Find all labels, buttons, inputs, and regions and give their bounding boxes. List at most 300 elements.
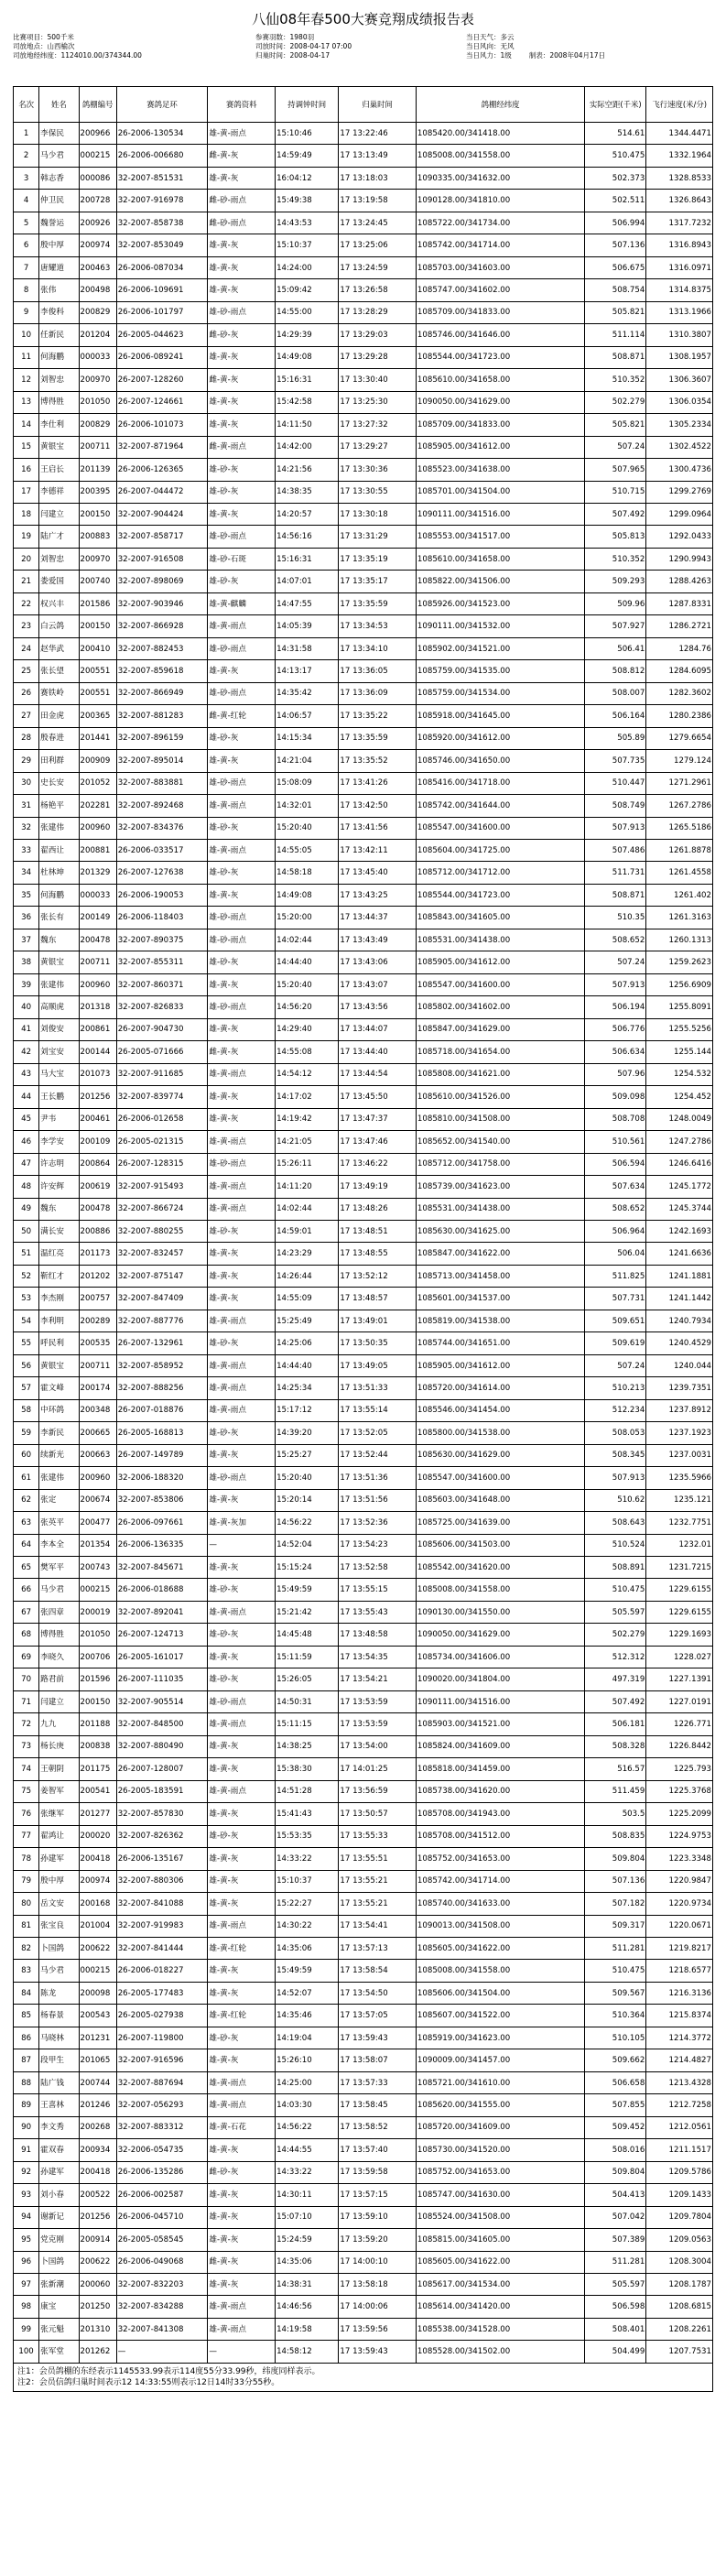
cell-speed: 1212.7258 (646, 2094, 713, 2116)
cell-clock-time: 14:31:58 (276, 637, 339, 659)
info-label: 归巢时间 (255, 51, 283, 60)
cell-name: 任新民 (39, 324, 79, 346)
cell-coordinates: 1085712.00/341712.00 (416, 862, 584, 884)
cell-ring: 32-2007-896159 (116, 727, 208, 749)
table-row (14, 2184, 713, 2206)
cell-distance: 509.662 (585, 2049, 646, 2071)
cell-pigeon-info: 雄-黄-雨点 (208, 1354, 276, 1376)
cell-coordinates: 1085918.00/341645.00 (416, 705, 584, 727)
cell-speed: 1308.1957 (646, 346, 713, 368)
cell-pigeon-info: 雄-砂-灰 (208, 571, 276, 592)
cell-pigeon-info: 雄-黄-灰 (208, 346, 276, 368)
header-arrival-time: 归巢时间 (339, 87, 417, 123)
cell-coordinates: 1085531.00/341438.00 (416, 929, 584, 951)
cell-clock-time: 15:49:38 (276, 190, 339, 212)
table-row (14, 1982, 713, 2004)
cell-arrival-time: 17 13:44:54 (339, 1063, 417, 1085)
cell-arrival-time: 17 13:48:58 (339, 1624, 417, 1646)
cell-arrival-time: 17 13:57:33 (339, 2071, 417, 2093)
cell-arrival-time: 17 13:25:30 (339, 391, 417, 413)
cell-clock-time: 14:26:44 (276, 1265, 339, 1287)
cell-distance: 506.658 (585, 2071, 646, 2093)
cell-name: 娄爱国 (39, 571, 79, 592)
cell-rank: 94 (14, 2206, 39, 2228)
info-label: 司放时间 (255, 42, 283, 50)
cell-ring: 32-2007-848500 (116, 1713, 208, 1735)
cell-ring: 32-2007-880490 (116, 1735, 208, 1757)
cell-ring: 32-2007-832457 (116, 1243, 208, 1265)
cell-rank: 57 (14, 1377, 39, 1399)
cell-name: 陈龙 (39, 1982, 79, 2004)
results-table (13, 86, 713, 2364)
cell-pigeon-info: 雄-砂-雨点 (208, 1690, 276, 1712)
cell-clock-time: 15:11:59 (276, 1646, 339, 1668)
cell-pigeon-info: 雄-砂-雨点 (208, 301, 276, 323)
cell-name: 仲卫民 (39, 190, 79, 212)
cell-arrival-time: 17 13:50:35 (339, 1332, 417, 1354)
cell-name: 霍文峰 (39, 1377, 79, 1399)
table-row (14, 548, 713, 570)
cell-coordinates: 1085617.00/341534.00 (416, 2274, 584, 2296)
cell-name: 张建伟 (39, 1467, 79, 1489)
cell-distance: 505.597 (585, 2274, 646, 2296)
table-row (14, 1960, 713, 1982)
cell-name: 尹韦 (39, 1108, 79, 1130)
cell-rank: 18 (14, 503, 39, 525)
cell-ring: 32-2007-905514 (116, 1690, 208, 1712)
cell-pigeon-info: 雄-黄-麒麟 (208, 592, 276, 614)
cell-coordinates: 1085752.00/341653.00 (416, 1848, 584, 1870)
cell-pigeon-info: 雄-砂-灰 (208, 459, 276, 481)
cell-pigeon-info: 雄-砂-雨点 (208, 526, 276, 548)
cell-name: 闫建立 (39, 503, 79, 525)
cell-speed: 1241.1881 (646, 1265, 713, 1287)
cell-loft-id: 200883 (79, 526, 116, 548)
cell-speed: 1314.8375 (646, 279, 713, 301)
cell-speed: 1290.9943 (646, 548, 713, 570)
cell-clock-time: 14:21:56 (276, 459, 339, 481)
cell-coordinates: 1085808.00/341621.00 (416, 1063, 584, 1085)
cell-coordinates: 1085416.00/341718.00 (416, 772, 584, 794)
table-row (14, 1354, 713, 1376)
header-ring: 赛鸽足环 (116, 87, 208, 123)
cell-arrival-time: 17 13:55:51 (339, 1848, 417, 1870)
cell-speed: 1209.1433 (646, 2184, 713, 2206)
cell-arrival-time: 17 13:56:59 (339, 1780, 417, 1802)
cell-speed: 1302.4522 (646, 436, 713, 458)
cell-ring: 26-2007-018876 (116, 1399, 208, 1421)
cell-name: 魏誉运 (39, 212, 79, 234)
cell-name: 李学安 (39, 1131, 79, 1153)
cell-rank: 46 (14, 1131, 39, 1153)
cell-speed: 1279.6654 (646, 727, 713, 749)
cell-rank: 55 (14, 1332, 39, 1354)
cell-loft-id: 200861 (79, 1018, 116, 1040)
cell-clock-time: 14:35:42 (276, 682, 339, 704)
cell-clock-time: 15:16:31 (276, 369, 339, 391)
cell-loft-id: 201052 (79, 772, 116, 794)
cell-pigeon-info: 雄-黄-雨点 (208, 1198, 276, 1220)
cell-clock-time: 14:35:06 (276, 1937, 339, 1959)
cell-ring: 32-2007-898069 (116, 571, 208, 592)
table-row (14, 750, 713, 772)
cell-distance: 510.447 (585, 772, 646, 794)
table-row (14, 996, 713, 1018)
cell-name: 韩志香 (39, 167, 79, 189)
cell-clock-time: 14:44:40 (276, 951, 339, 973)
table-row (14, 817, 713, 839)
cell-distance: 506.04 (585, 1243, 646, 1265)
cell-rank: 13 (14, 391, 39, 413)
table-row (14, 1108, 713, 1130)
cell-distance: 509.651 (585, 1310, 646, 1331)
table-row (14, 2094, 713, 2116)
cell-distance: 504.499 (585, 2341, 646, 2363)
cell-clock-time: 14:47:55 (276, 592, 339, 614)
cell-arrival-time: 17 13:48:55 (339, 1243, 417, 1265)
cell-clock-time: 14:44:40 (276, 1354, 339, 1376)
cell-loft-id: 200109 (79, 1131, 116, 1153)
cell-loft-id: 200829 (79, 301, 116, 323)
cell-distance: 509.317 (585, 1915, 646, 1937)
cell-clock-time: 15:22:27 (276, 1893, 339, 1915)
cell-ring: 26-2005-058545 (116, 2229, 208, 2251)
cell-coordinates: 1085553.00/341517.00 (416, 526, 584, 548)
cell-name: 闫建立 (39, 1690, 79, 1712)
cell-ring: 26-2007-904730 (116, 1018, 208, 1040)
cell-coordinates: 1085746.00/341646.00 (416, 324, 584, 346)
cell-pigeon-info: 雄-黄-灰 (208, 1758, 276, 1780)
cell-arrival-time: 17 13:30:36 (339, 459, 417, 481)
cell-distance: 510.561 (585, 1131, 646, 1153)
table-row (14, 1713, 713, 1735)
cell-clock-time: 14:42:00 (276, 436, 339, 458)
cell-clock-time: 14:33:22 (276, 2161, 339, 2183)
cell-rank: 15 (14, 436, 39, 458)
cell-ring: 26-2005-044623 (116, 324, 208, 346)
cell-arrival-time: 17 13:57:40 (339, 2139, 417, 2161)
cell-pigeon-info: 雌-黄-雨点 (208, 436, 276, 458)
cell-name: 魏东 (39, 1198, 79, 1220)
info-label: 司放地经纬度 (13, 51, 54, 60)
cell-rank: 76 (14, 1803, 39, 1825)
cell-arrival-time: 17 13:46:22 (339, 1153, 417, 1175)
cell-pigeon-info: 雄-黄-雨点 (208, 2318, 276, 2340)
cell-loft-id: 200960 (79, 817, 116, 839)
cell-pigeon-info: 雄-砂-灰 (208, 1668, 276, 1690)
cell-ring: 32-2007-892041 (116, 1601, 208, 1623)
cell-coordinates: 1085701.00/341504.00 (416, 481, 584, 503)
cell-ring: 32-2007-892468 (116, 795, 208, 817)
cell-clock-time: 15:10:46 (276, 123, 339, 145)
cell-name: 张建伟 (39, 973, 79, 995)
cell-distance: 509.567 (585, 1982, 646, 2004)
cell-rank: 80 (14, 1893, 39, 1915)
cell-rank: 39 (14, 973, 39, 995)
cell-arrival-time: 17 13:54:50 (339, 1982, 417, 2004)
cell-pigeon-info: 雄-黄-灰 (208, 1018, 276, 1040)
cell-distance: 509.804 (585, 1848, 646, 1870)
info-value: 1级 (500, 51, 512, 60)
cell-coordinates: 1085740.00/341633.00 (416, 1893, 584, 1915)
cell-clock-time: 15:10:37 (276, 234, 339, 256)
cell-distance: 508.891 (585, 1557, 646, 1579)
cell-pigeon-info: 雄-砂-灰 (208, 862, 276, 884)
cell-rank: 52 (14, 1265, 39, 1287)
cell-pigeon-info: 雄-黄-雨点 (208, 1063, 276, 1085)
cell-ring: 32-2007-841088 (116, 1893, 208, 1915)
cell-ring: 32-2007-834288 (116, 2296, 208, 2318)
cell-speed: 1316.8943 (646, 234, 713, 256)
cell-distance: 508.749 (585, 795, 646, 817)
cell-ring: 32-2007-880306 (116, 1870, 208, 1892)
cell-pigeon-info: 雄-黄-灰 (208, 1735, 276, 1757)
table-row (14, 2071, 713, 2093)
table-row (14, 1893, 713, 1915)
table-row (14, 481, 713, 503)
cell-loft-id: 000215 (79, 1960, 116, 1982)
cell-clock-time: 15:20:40 (276, 1467, 339, 1489)
cell-distance: 508.401 (585, 2318, 646, 2340)
cell-distance: 507.136 (585, 1870, 646, 1892)
cell-clock-time: 14:56:16 (276, 526, 339, 548)
cell-name: 杨艳平 (39, 795, 79, 817)
cell-name: 陆广钱 (39, 2071, 79, 2093)
cell-loft-id: 200909 (79, 750, 116, 772)
cell-coordinates: 1085818.00/341459.00 (416, 1758, 584, 1780)
info-label: 当日风力 (466, 51, 493, 60)
cell-name: 翟西让 (39, 840, 79, 862)
cell-name: 孙建军 (39, 1848, 79, 1870)
cell-distance: 512.234 (585, 1399, 646, 1421)
cell-distance: 508.652 (585, 929, 646, 951)
cell-loft-id: 200966 (79, 123, 116, 145)
cell-speed: 1261.402 (646, 884, 713, 906)
cell-clock-time: 14:38:35 (276, 481, 339, 503)
cell-arrival-time: 17 13:47:37 (339, 1108, 417, 1130)
cell-distance: 508.871 (585, 884, 646, 906)
table-row (14, 1422, 713, 1444)
cell-name: 张长有 (39, 907, 79, 929)
cell-speed: 1208.1787 (646, 2274, 713, 2296)
cell-clock-time: 15:20:40 (276, 817, 339, 839)
cell-speed: 1280.2386 (646, 705, 713, 727)
cell-clock-time: 14:24:00 (276, 256, 339, 278)
cell-pigeon-info: 雄-黄-灰 (208, 2274, 276, 2296)
cell-speed: 1229.6155 (646, 1579, 713, 1601)
footnote-2: 注2：会员信鸽归巢时间表示12 14:33:55则表示12日14时33分55秒。 (17, 2377, 280, 2387)
cell-name: 满长安 (39, 1220, 79, 1242)
table-row (14, 1332, 713, 1354)
cell-clock-time: 14:13:17 (276, 660, 339, 682)
cell-pigeon-info: 雄-砂-灰 (208, 727, 276, 749)
cell-name: 张英平 (39, 1512, 79, 1534)
cell-speed: 1235.5966 (646, 1467, 713, 1489)
cell-loft-id: 200541 (79, 1780, 116, 1802)
cell-rank: 95 (14, 2229, 39, 2251)
table-row (14, 526, 713, 548)
cell-ring: 32-2007-832203 (116, 2274, 208, 2296)
cell-distance: 505.597 (585, 1601, 646, 1623)
cell-rank: 35 (14, 884, 39, 906)
cell-distance: 506.994 (585, 212, 646, 234)
cell-pigeon-info: 雄-黄-灰 (208, 1489, 276, 1511)
cell-arrival-time: 17 13:54:21 (339, 1668, 417, 1690)
cell-arrival-time: 17 13:58:07 (339, 2049, 417, 2071)
cell-name: 张继军 (39, 1803, 79, 1825)
cell-name: 赵华武 (39, 637, 79, 659)
cell-coordinates: 1085720.00/341614.00 (416, 1377, 584, 1399)
cell-distance: 511.825 (585, 1265, 646, 1287)
cell-pigeon-info: 雄-砂-雨点 (208, 1153, 276, 1175)
cell-clock-time: 14:50:31 (276, 1690, 339, 1712)
cell-speed: 1279.124 (646, 750, 713, 772)
table-row (14, 2005, 713, 2027)
cell-loft-id: 200711 (79, 951, 116, 973)
cell-rank: 81 (14, 1915, 39, 1937)
cell-ring: 32-2007-881283 (116, 705, 208, 727)
cell-clock-time: 14:32:01 (276, 795, 339, 817)
cell-name: 李新民 (39, 1422, 79, 1444)
cell-ring: 32-2007-915493 (116, 1176, 208, 1198)
table-row (14, 1646, 713, 1668)
cell-loft-id: 200974 (79, 1870, 116, 1892)
cell-ring: 26-2006-002587 (116, 2184, 208, 2206)
cell-clock-time: 14:51:28 (276, 1780, 339, 1802)
cell-coordinates: 1085926.00/341523.00 (416, 592, 584, 614)
cell-ring: 26-2006-087034 (116, 256, 208, 278)
cell-distance: 512.312 (585, 1646, 646, 1668)
cell-name: 王长鹏 (39, 1086, 79, 1108)
cell-loft-id: 201004 (79, 1915, 116, 1937)
cell-clock-time: 14:56:20 (276, 996, 339, 1018)
cell-arrival-time: 17 13:57:05 (339, 2005, 417, 2027)
cell-coordinates: 1090130.00/341550.00 (416, 1601, 584, 1623)
cell-ring: 32-2007-919983 (116, 1915, 208, 1937)
cell-name: 黄银宝 (39, 436, 79, 458)
cell-coordinates: 1090128.00/341810.00 (416, 190, 584, 212)
cell-clock-time: 14:11:50 (276, 414, 339, 436)
info-value: 1124010.00/374344.00 (60, 51, 142, 60)
cell-coordinates: 1085008.00/341558.00 (416, 145, 584, 167)
info-label: 比赛项目 (13, 33, 40, 41)
cell-speed: 1247.2786 (646, 1131, 713, 1153)
cell-speed: 1215.8374 (646, 2005, 713, 2027)
cell-distance: 507.492 (585, 1690, 646, 1712)
cell-speed: 1299.0964 (646, 503, 713, 525)
table-row (14, 324, 713, 346)
cell-name: 白云鸽 (39, 615, 79, 637)
cell-clock-time: 14:49:08 (276, 884, 339, 906)
cell-distance: 508.053 (585, 1422, 646, 1444)
cell-distance: 510.352 (585, 369, 646, 391)
table-row (14, 951, 713, 973)
cell-pigeon-info: 雄-黄-灰 (208, 503, 276, 525)
cell-rank: 47 (14, 1153, 39, 1175)
cell-ring: 32-2007-847409 (116, 1288, 208, 1310)
cell-rank: 51 (14, 1243, 39, 1265)
cell-rank: 67 (14, 1601, 39, 1623)
cell-arrival-time: 17 13:58:18 (339, 2274, 417, 2296)
cell-coordinates: 1085524.00/341508.00 (416, 2206, 584, 2228)
cell-pigeon-info: 雄-黄-灰 (208, 1444, 276, 1466)
cell-speed: 1261.3163 (646, 907, 713, 929)
cell-distance: 506.776 (585, 1018, 646, 1040)
cell-distance: 509.96 (585, 592, 646, 614)
cell-pigeon-info: 雌-黄-红轮 (208, 705, 276, 727)
cell-coordinates: 1085738.00/341620.00 (416, 1780, 584, 1802)
info-column-1: 比赛项目：500千米 司放地点：山西榆次 司放地经纬度：1124010.00/374344.00 (13, 33, 142, 60)
cell-speed: 1214.4827 (646, 2049, 713, 2071)
cell-arrival-time: 17 13:35:22 (339, 705, 417, 727)
cell-loft-id: 200144 (79, 1041, 116, 1063)
cell-ring: 26-2005-071666 (116, 1041, 208, 1063)
cell-speed: 1317.7232 (646, 212, 713, 234)
cell-arrival-time: 17 13:55:43 (339, 1601, 417, 1623)
table-row (14, 660, 713, 682)
cell-clock-time: 15:24:59 (276, 2229, 339, 2251)
cell-ring: 26-2006-089241 (116, 346, 208, 368)
cell-speed: 1237.1923 (646, 1422, 713, 1444)
cell-rank: 53 (14, 1288, 39, 1310)
cell-speed: 1254.532 (646, 1063, 713, 1085)
cell-coordinates: 1085713.00/341458.00 (416, 1265, 584, 1287)
cell-pigeon-info: 雄-砂-雨点 (208, 929, 276, 951)
cell-arrival-time: 17 13:51:56 (339, 1489, 417, 1511)
header-pigeon-info: 赛鸽资料 (208, 87, 276, 123)
cell-distance: 508.754 (585, 279, 646, 301)
cell-speed: 1313.1966 (646, 301, 713, 323)
cell-name: 段甲生 (39, 2049, 79, 2071)
cell-arrival-time: 17 13:59:43 (339, 2341, 417, 2363)
cell-distance: 508.643 (585, 1512, 646, 1534)
cell-distance: 507.634 (585, 1176, 646, 1198)
cell-ring: 32-2007-916508 (116, 548, 208, 570)
cell-distance: 505.821 (585, 414, 646, 436)
cell-loft-id: 201441 (79, 727, 116, 749)
table-row (14, 1041, 713, 1063)
cell-arrival-time: 17 13:55:14 (339, 1399, 417, 1421)
header-loft-id: 鸽棚编号 (79, 87, 116, 123)
table-row (14, 1444, 713, 1466)
table-row (14, 862, 713, 884)
cell-rank: 44 (14, 1086, 39, 1108)
info-value: 500千米 (47, 33, 74, 41)
cell-name: 温红亮 (39, 1243, 79, 1265)
cell-clock-time: 14:29:40 (276, 1018, 339, 1040)
cell-distance: 510.715 (585, 481, 646, 503)
cell-distance: 506.164 (585, 705, 646, 727)
table-row (14, 212, 713, 234)
table-date: 制表：2008年04月17日 (528, 51, 606, 60)
cell-arrival-time: 17 13:41:26 (339, 772, 417, 794)
table-row (14, 1176, 713, 1198)
cell-distance: 511.459 (585, 1780, 646, 1802)
cell-distance: 507.24 (585, 951, 646, 973)
cell-rank: 82 (14, 1937, 39, 1959)
table-row (14, 1803, 713, 1825)
cell-speed: 1239.7351 (646, 1377, 713, 1399)
cell-speed: 1229.1693 (646, 1624, 713, 1646)
cell-coordinates: 1085752.00/341653.00 (416, 2161, 584, 2183)
cell-ring: 26-2007-124713 (116, 1624, 208, 1646)
cell-pigeon-info: — (208, 1534, 276, 1556)
cell-arrival-time: 17 13:49:01 (339, 1310, 417, 1331)
cell-distance: 508.016 (585, 2139, 646, 2161)
cell-distance: 507.486 (585, 840, 646, 862)
table-row (14, 1848, 713, 1870)
cell-distance: 510.213 (585, 1377, 646, 1399)
